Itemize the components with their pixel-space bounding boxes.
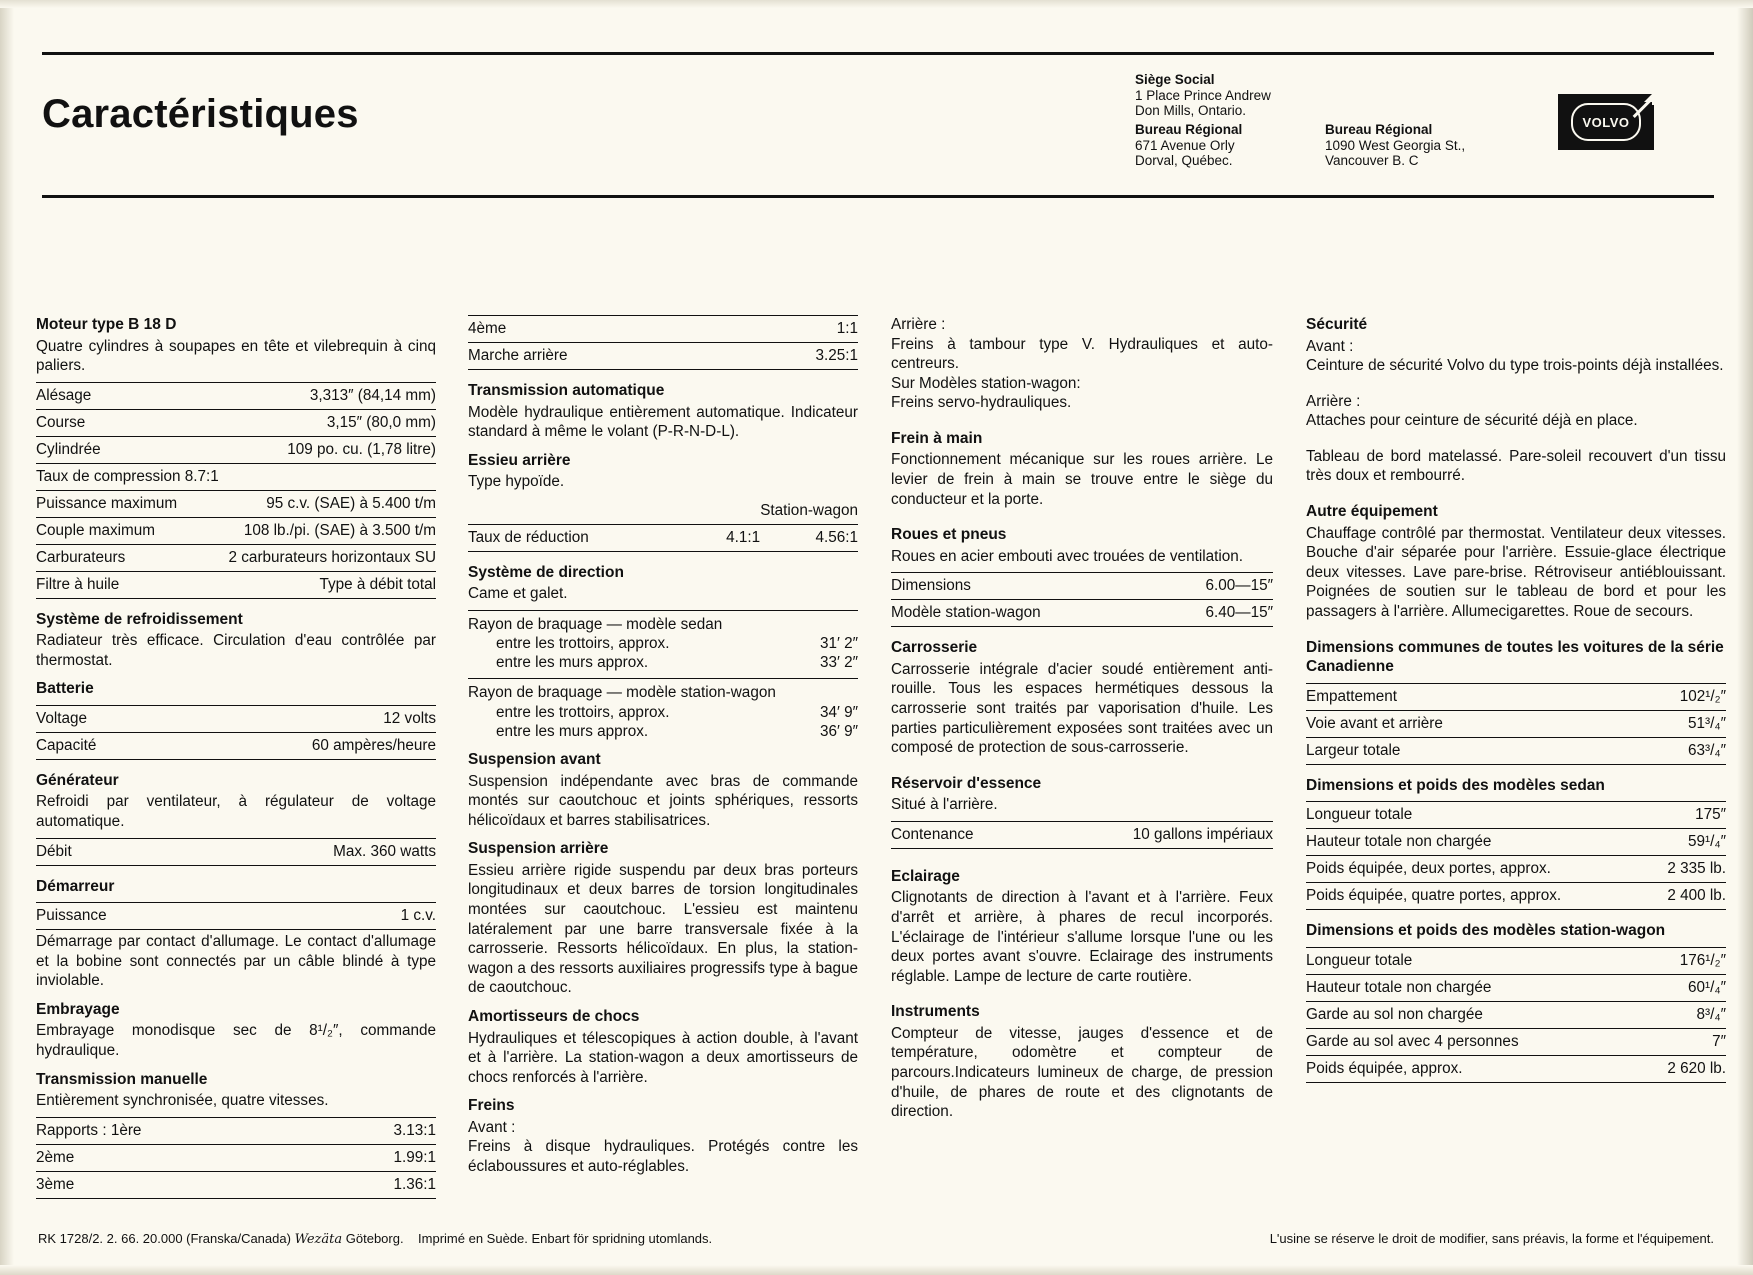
cell-label: Largeur totale: [1306, 737, 1620, 764]
table-row: [36, 517, 436, 544]
address-regional-dorval-heading: Bureau Régional: [1135, 122, 1243, 137]
section-instruments-title: Instruments: [891, 1003, 980, 1021]
page-header: [42, 52, 1714, 202]
address-regional-vancouver: [1325, 122, 1465, 169]
cell-label: Empattement: [1306, 683, 1620, 710]
cell-value: 10 gallons impériaux: [1032, 821, 1273, 848]
address-head-office: [1135, 72, 1271, 119]
table-row: [1306, 737, 1726, 764]
table-row: [36, 571, 436, 598]
cell-value: 1:1: [741, 316, 858, 343]
section-brakes-wagon-label: Sur Modèles station-wagon:: [891, 374, 1081, 392]
cell-label: Longueur totale: [1306, 947, 1635, 974]
cell-value: 12 volts: [167, 705, 436, 732]
turning-circle-wagon-title: Rayon de braquage — modèle station-wagon: [468, 684, 776, 702]
cell-label: Modèle station-wagon: [891, 600, 1154, 627]
address-regional-vancouver-line1: 1090 West Georgia St.,: [1325, 137, 1466, 153]
section-fuel-tank-desc: Situé à l'arrière.: [891, 796, 998, 814]
section-brakes-front-label: Avant :: [468, 1118, 516, 1136]
table-gear-ratios-cont: [468, 315, 858, 370]
section-auto-transmission-title: Transmission automatique: [468, 382, 665, 399]
column-1: [36, 315, 436, 1201]
cell-value: 2 400 lb.: [1647, 883, 1726, 910]
table-sedan-dimensions: [1306, 801, 1726, 910]
cell-label: Capacité: [36, 732, 167, 759]
section-engine-title: Moteur type B 18 D: [36, 316, 177, 333]
cell-label: Alésage: [36, 382, 198, 409]
section-starter-title: Démarreur: [36, 877, 115, 895]
cell-value: 33′ 2″: [819, 654, 858, 672]
section-fuel-tank-title: Réservoir d'essence: [891, 774, 1042, 792]
cell-value: 2 carburateurs horizontaux SU: [198, 544, 436, 571]
cell-value: 6.40—15″: [1154, 600, 1273, 627]
cell-value: 1.36:1: [321, 1171, 436, 1198]
address-head-office-heading: Siège Social: [1135, 72, 1215, 87]
table-row: [1306, 829, 1726, 856]
section-safety-rear-desc: Attaches pour ceinture de sécurité déjà en place.: [1306, 412, 1638, 430]
cell-value: 51³/₄″: [1620, 710, 1726, 737]
section-safety-dashboard-desc: Tableau de bord matelassé. Pare-soleil recouvert d'un tissu très doux et rembourré.: [1306, 447, 1726, 485]
cell-value: 36′ 9″: [819, 723, 858, 741]
section-lighting-desc: Clignotants de direction à l'avant et à l'arrière. Feux d'arrêt et arrière, à phares de recul incorporés. L'éclairage de l'intérieur s'allume lorsque l'une ou les deux portes avant s'ouvre. Eclairage des instruments réglable. Lampe de lecture de carte routière.: [891, 889, 1273, 985]
cell-label: Hauteur totale non chargée: [1306, 829, 1647, 856]
section-battery-title: Batterie: [36, 680, 94, 698]
cell-label: Puissance maximum: [36, 490, 198, 517]
table-row: [36, 436, 436, 463]
section-cooling-desc: Radiateur très efficace. Circulation d'eau contrôlée par thermostat.: [36, 632, 436, 669]
address-regional-dorval: [1135, 122, 1242, 169]
table-row: [891, 573, 1273, 600]
table-row: [1306, 947, 1726, 974]
section-brakes-title: Freins: [468, 1097, 515, 1115]
table-row: [36, 1117, 436, 1144]
volvo-logo-ring: [1571, 103, 1641, 141]
cell-value: 109 po. cu. (1,78 litre): [198, 436, 436, 463]
table-row: [891, 600, 1273, 627]
section-manual-transmission-desc: Entièrement synchronisée, quatre vitesses.: [36, 1092, 329, 1110]
footer-printer-script: Wezäta: [294, 1232, 343, 1247]
page-edge-left: [0, 0, 14, 1275]
table-gear-ratios: [36, 1117, 436, 1199]
cell-label: Poids équipée, approx.: [1306, 1055, 1635, 1082]
section-clutch-desc: Embrayage monodisque sec de 8¹/₂″, commande hydraulique.: [36, 1022, 436, 1059]
table-row: [36, 705, 436, 732]
table-generator: [36, 838, 436, 866]
section-starter-desc: Démarrage par contact d'allumage. Le contact d'allumage et la bobine sont connectés par un câble blindé à type inviolable.: [36, 933, 436, 990]
table-row: [1306, 856, 1726, 883]
cell-label: Filtre à huile: [36, 571, 198, 598]
table-row: [1306, 883, 1726, 910]
table-row: [468, 343, 858, 370]
table-row: [36, 732, 436, 759]
cell-label: entre les trottoirs, approx.: [496, 635, 670, 653]
table-row: [1306, 1055, 1726, 1082]
header-rule-top: [42, 52, 1714, 55]
cell-value: 2 335 lb.: [1647, 856, 1726, 883]
table-wagon-dimensions: [1306, 947, 1726, 1083]
table-row: [1306, 802, 1726, 829]
section-safety-rear-label: Arrière :: [1306, 392, 1361, 410]
table-row: [36, 1144, 436, 1171]
section-brakes-wagon-desc: Freins servo-hydrauliques.: [891, 394, 1072, 412]
cell-label: Longueur totale: [1306, 802, 1647, 829]
address-regional-dorval-line1: 671 Avenue Orly: [1135, 137, 1235, 153]
page-edge-bottom: [0, 1265, 1753, 1275]
section-generator-desc: Refroidi par ventilateur, à régulateur de voltage automatique.: [36, 793, 436, 830]
mars-arrow-icon: [1633, 93, 1653, 113]
column-3: [891, 315, 1273, 1122]
table-row: [36, 838, 436, 865]
cell-label: Poids équipée, deux portes, approx.: [1306, 856, 1647, 883]
cell-label: Taux de réduction: [468, 524, 650, 551]
cell-value-sedan: 4.1:1: [650, 524, 760, 551]
cell-value: 1 c.v.: [302, 903, 436, 930]
table-battery: [36, 705, 436, 760]
section-rear-suspension-desc: Essieu arrière rigide suspendu par deux bras porteurs longitudinaux et deux barres de torsion longitudinales montées sur caoutchouc. L'essieu est maintenu latéralement par une barre transversale fixée à la carrosserie. Ressorts hélicoïdaux. En plus, la station-wagon a des ressorts auxiliaires progressifs type à bague de caoutchouc.: [468, 861, 858, 997]
table-row: [1306, 710, 1726, 737]
cell-value: 3,313″ (84,14 mm): [198, 382, 436, 409]
cell-value: 3.13:1: [321, 1117, 436, 1144]
page-footer: [38, 1231, 1714, 1247]
volvo-logo-text: VOLVO: [1582, 114, 1630, 130]
cell-label: Voltage: [36, 705, 167, 732]
cell-label: Garde au sol avec 4 personnes: [1306, 1028, 1635, 1055]
table-row: [36, 490, 436, 517]
cell-label: Garde au sol non chargée: [1306, 1001, 1635, 1028]
header-rule-bottom: [42, 195, 1714, 198]
cell-label: Course: [36, 409, 198, 436]
address-regional-vancouver-line2: Vancouver B. C: [1325, 153, 1419, 168]
section-safety-title: Sécurité: [1306, 316, 1368, 333]
section-safety-front-label: Avant :: [1306, 337, 1354, 355]
section-manual-transmission-title: Transmission manuelle: [36, 1070, 208, 1088]
table-row: [468, 316, 858, 343]
section-brakes-rear-desc: Freins à tambour type V. Hydrauliques et auto-centreurs.: [891, 335, 1273, 373]
column-header-station-wagon: Station-wagon: [760, 501, 858, 519]
cell-label: Carburateurs: [36, 544, 198, 571]
section-wheels-tyres-desc: Roues en acier embouti avec trouées de ventilation.: [891, 547, 1244, 565]
cell-value: 59¹/₄″: [1647, 829, 1726, 856]
table-wheels: [891, 572, 1273, 627]
cell-label: entre les murs approx.: [496, 723, 649, 741]
section-other-equipment-desc: Chauffage contrôlé par thermostat. Ventilateur deux vitesses. Bouche d'air séparée pour l'arrière. Essuie-glace électrique deux vitesses. Lave pare-brise. Rétroviseur antiéblouissant. Poignées de soutien sur le tableau de bord et pour les passagers à l'arrière. Allumecigarettes. Roue de secours.: [1306, 524, 1726, 620]
table-row: [36, 1171, 436, 1198]
cell-value: 8³/₄″: [1635, 1001, 1726, 1028]
section-handbrake-title: Frein à main: [891, 429, 983, 447]
section-rear-axle-desc: Type hypoïde.: [468, 473, 565, 491]
page-edge-top: [0, 0, 1753, 8]
cell-value: 60 ampères/heure: [167, 732, 436, 759]
cell-value: 176¹/₂″: [1635, 947, 1726, 974]
mars-arrowhead-icon: [1640, 91, 1654, 105]
table-common-dimensions: [1306, 683, 1726, 765]
section-front-suspension-title: Suspension avant: [468, 751, 601, 769]
cell-label: entre les murs approx.: [496, 654, 649, 672]
cell-value: 102¹/₂″: [1620, 683, 1726, 710]
section-brakes-front-desc: Freins à disque hydrauliques. Protégés contre les éclaboussures et auto-réglables.: [468, 1138, 858, 1175]
table-row: [36, 463, 436, 490]
footer-printer-city: Göteborg.: [345, 1231, 404, 1246]
cell-value: Max. 360 watts: [139, 838, 436, 865]
section-common-dimensions-title: Dimensions communes de toutes les voitures de la série Canadienne: [1306, 638, 1724, 676]
footer-disclaimer: L'usine se réserve le droit de modifier, sans préavis, la forme et l'équipement.: [1269, 1231, 1714, 1246]
section-instruments-desc: Compteur de vitesse, jauges d'essence et de température, odomètre et compteur de parcours.Indicateurs lumineux de charge, de pression d'huile, de phares de route et des clignotants de direction.: [891, 1024, 1273, 1121]
cell-label: Couple maximum: [36, 517, 198, 544]
table-engine: [36, 382, 436, 599]
table-row: [1306, 1001, 1726, 1028]
section-handbrake-desc: Fonctionnement mécanique sur les roues arrière. Le levier de frein à main se trouve entre le siège du conducteur et la porte.: [891, 451, 1273, 508]
cell-label: Puissance: [36, 903, 302, 930]
section-shock-absorbers-desc: Hydrauliques et télescopiques à action double, à l'avant et à l'arrière. La station-wagon a deux amortisseurs de chocs renforcés à l'arrière.: [468, 1029, 858, 1086]
cell-label: Dimensions: [891, 573, 1154, 600]
table-rear-axle: [468, 498, 858, 552]
cell-value: 95 c.v. (SAE) à 5.400 t/m: [198, 490, 436, 517]
section-brakes-rear-label: Arrière :: [891, 316, 946, 333]
cell-value: 60¹/₄″: [1635, 974, 1726, 1001]
table-row: [36, 382, 436, 409]
turning-circle-sedan-wall: [468, 653, 858, 672]
table-row: [36, 544, 436, 571]
cell-value: 175″: [1647, 802, 1726, 829]
table-row: [891, 821, 1273, 848]
section-generator-title: Générateur: [36, 771, 119, 789]
section-rear-suspension-title: Suspension arrière: [468, 840, 609, 858]
cell-label: Rapports : 1ère: [36, 1117, 321, 1144]
table-row: [1306, 1028, 1726, 1055]
address-head-office-line2: Don Mills, Ontario.: [1135, 103, 1247, 118]
cell-value: 3,15″ (80,0 mm): [198, 409, 436, 436]
cell-label: Taux de compression 8.7:1: [36, 463, 436, 490]
section-front-suspension-desc: Suspension indépendante avec bras de commande montés sur caoutchouc et joints sphériques, ressorts hélicoïdaux et barres stabilisatrices.: [468, 772, 858, 829]
section-sedan-dimensions-title: Dimensions et poids des modèles sedan: [1306, 776, 1605, 794]
table-row: [36, 409, 436, 436]
cell-label: entre les trottoirs, approx.: [496, 704, 670, 722]
turning-circle-wagon-kerb: [468, 703, 858, 722]
section-cooling-title: Système de refroidissement: [36, 610, 243, 628]
cell-value: 3.25:1: [741, 343, 858, 370]
section-safety-front-desc: Ceinture de sécurité Volvo du type trois-points déjà installées.: [1306, 357, 1724, 375]
cell-value: Type à débit total: [198, 571, 436, 598]
page-title: Caractéristiques: [42, 92, 359, 136]
column-4: [1306, 315, 1726, 1085]
section-shock-absorbers-title: Amortisseurs de chocs: [468, 1008, 640, 1025]
volvo-logo: [1558, 94, 1654, 150]
cell-label: 2ème: [36, 1144, 321, 1171]
cell-value: 6.00—15″: [1154, 573, 1273, 600]
table-row: [36, 903, 436, 930]
table-row: [468, 524, 858, 551]
cell-label: Poids équipée, quatre portes, approx.: [1306, 883, 1647, 910]
address-head-office-line1: 1 Place Prince Andrew: [1135, 87, 1271, 103]
footer-left: [38, 1231, 712, 1247]
section-clutch-title: Embrayage: [36, 1000, 120, 1018]
address-regional-vancouver-heading: Bureau Régional: [1325, 122, 1433, 137]
cell-value: 34′ 9″: [819, 704, 858, 722]
cell-label: Contenance: [891, 821, 1032, 848]
section-wheels-tyres-title: Roues et pneus: [891, 526, 1007, 544]
cell-label: Marche arrière: [468, 343, 741, 370]
turning-circle-wagon: [468, 678, 858, 741]
section-steering-title: Système de direction: [468, 563, 624, 581]
cell-value: 63³/₄″: [1620, 737, 1726, 764]
cell-value: 1.99:1: [321, 1144, 436, 1171]
address-regional-dorval-line2: Dorval, Québec.: [1135, 153, 1233, 168]
cell-label: Voie avant et arrière: [1306, 710, 1620, 737]
table-row: [1306, 974, 1726, 1001]
section-lighting-title: Eclairage: [891, 867, 960, 885]
section-wagon-dimensions-title: Dimensions et poids des modèles station-wagon: [1306, 922, 1666, 940]
cell-value-wagon: 4.56:1: [760, 524, 858, 551]
cell-label: Hauteur totale non chargée: [1306, 974, 1635, 1001]
section-other-equipment-title: Autre équipement: [1306, 503, 1438, 521]
section-engine-desc: Quatre cylindres à soupapes en tête et vilebrequin à cinq paliers.: [36, 337, 436, 375]
turning-circle-sedan: [468, 610, 858, 673]
section-rear-axle-title: Essieu arrière: [468, 451, 571, 469]
cell-label: Cylindrée: [36, 436, 198, 463]
cell-label: 3ème: [36, 1171, 321, 1198]
section-body-desc: Carrosserie intégrale d'acier soudé entièrement anti-rouille. Tous les espaces hermétiques dessous la carrosserie sont traités par vaporisation d'huile. Les parties particulièrement exposées sont traitées avec un composé de protection de sous-carrosserie.: [891, 660, 1273, 757]
cell-value: 31′ 2″: [819, 635, 858, 653]
cell-label: Débit: [36, 838, 139, 865]
cell-value: 108 lb./pi. (SAE) à 3.500 t/m: [198, 517, 436, 544]
turning-circle-sedan-kerb: [468, 634, 858, 653]
table-starter: [36, 902, 436, 930]
page-edge-right: [1737, 0, 1753, 1275]
table-header-row: [468, 498, 858, 525]
section-auto-transmission-desc: Modèle hydraulique entièrement automatique. Indicateur standard à même le volant (P-R-N-D-L).: [468, 403, 858, 441]
column-2: [468, 315, 858, 1177]
footer-print-note: Imprimé en Suède. Enbart för spridning utomlands.: [418, 1231, 713, 1246]
cell-value: 7″: [1635, 1028, 1726, 1055]
cell-label: 4ème: [468, 316, 741, 343]
table-fuel-tank: [891, 821, 1273, 849]
footer-print-code: RK 1728/2. 2. 66. 20.000 (Franska/Canada): [38, 1231, 291, 1246]
turning-circle-wagon-wall: [468, 722, 858, 741]
section-body-title: Carrosserie: [891, 639, 978, 657]
section-steering-desc: Came et galet.: [468, 585, 568, 603]
turning-circle-sedan-title: Rayon de braquage — modèle sedan: [468, 615, 723, 633]
table-row: [1306, 683, 1726, 710]
cell-value: 2 620 lb.: [1635, 1055, 1726, 1082]
